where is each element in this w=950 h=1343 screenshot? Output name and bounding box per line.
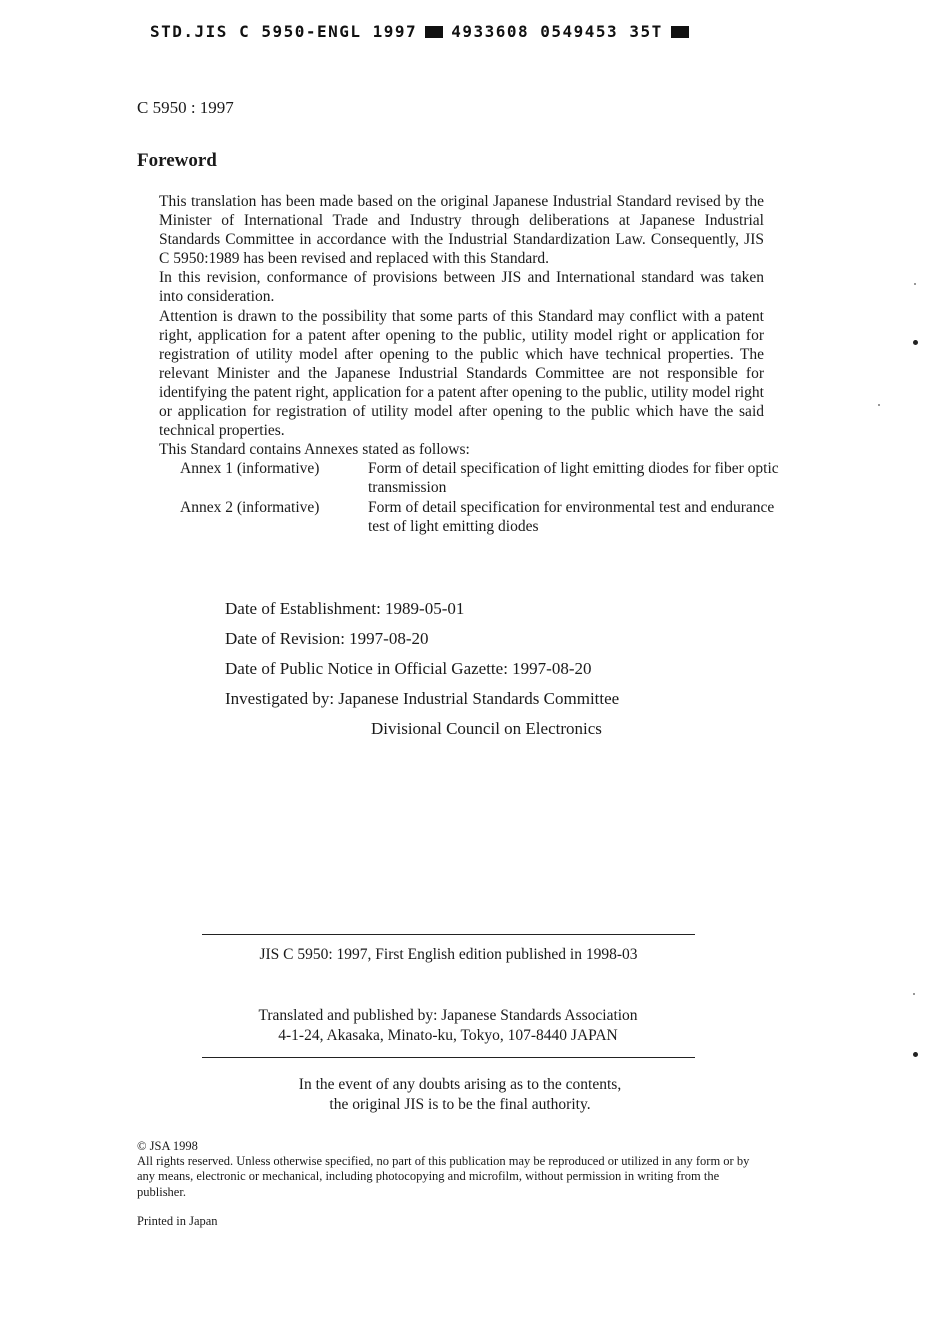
annex-item	[180, 459, 780, 497]
scan-dot	[913, 340, 918, 345]
foreword-paragraph: This Standard contains Annexes stated as follows:	[159, 441, 470, 459]
foreword-title: Foreword	[137, 150, 217, 171]
foreword-paragraph: This translation has been made based on the original Japanese Industrial Standard revised by the Minister of International Trade and Industry through deliberations at Japanese Industrial Standards Committee in accordance with the Industrial Standardization Law. Consequently, JIS C 5950:1989 has been revised and replaced with this Standard.	[159, 193, 764, 268]
investigated-by: Investigated by: Japanese Industrial Standards Committee	[225, 689, 620, 708]
document-number: C 5950 : 1997	[137, 98, 234, 117]
authority-line: the original JIS is to be the final authority.	[329, 1095, 591, 1113]
printed-in: Printed in Japan	[137, 1214, 218, 1228]
copyright-text: All rights reserved. Unless otherwise specified, no part of this publication may be reproduced or utilized in any form or by any means, electronic or mechanical, including photocopying and microfilm, without permission in writing from the publisher.	[137, 1154, 750, 1199]
date-of-public-notice: Date of Public Notice in Official Gazette: 1997-08-20	[225, 659, 592, 678]
foreword-paragraph: In this revision, conformance of provisions between JIS and International standard was taken into consideration.	[159, 269, 764, 306]
foreword-paragraph: Attention is drawn to the possibility that some parts of this Standard may conflict with a patent right, application for a patent after opening to the public, utility model right or application for registration of utility model after opening to the public which have technical properties. The relevant Minister and the Japanese Industrial Standards Committee are not responsible for identifying the patent right, application for a patent after opening to the public, utility model right or application for registration of utility model after opening to the public which have the said technical properties.	[159, 307, 764, 440]
divider-line	[202, 1057, 695, 1058]
annex-label: Annex 2 (informative)	[180, 498, 320, 516]
divider-line	[202, 934, 695, 935]
scan-speck	[913, 993, 915, 995]
dates-block	[225, 594, 619, 744]
edition-statement: JIS C 5950: 1997, First English edition published in 1998-03	[259, 946, 638, 963]
divisional-council: Divisional Council on Electronics	[371, 719, 602, 738]
annex-description: Form of detail specification of light emitting diodes for fiber optic transmission	[368, 460, 779, 497]
scan-speck	[914, 283, 916, 285]
black-block-mark	[425, 26, 443, 38]
publisher-line: Translated and published by: Japanese Standards Association	[258, 1007, 638, 1024]
annex-label: Annex 1 (informative)	[180, 460, 320, 478]
publisher-address: 4-1-24, Akasaka, Minato-ku, Tokyo, 107-8440 JAPAN	[278, 1027, 618, 1044]
scan-speck	[878, 404, 880, 406]
foreword-body	[159, 192, 779, 536]
header-code-part1: STD.JIS C 5950-ENGL 1997	[150, 22, 418, 41]
annex-item	[180, 498, 780, 536]
copyright-block	[137, 1139, 767, 1200]
date-of-establishment: Date of Establishment: 1989-05-01	[225, 599, 465, 618]
date-of-revision: Date of Revision: 1997-08-20	[225, 629, 429, 648]
authority-notice	[202, 1075, 718, 1114]
authority-line: In the event of any doubts arising as to the contents,	[298, 1076, 622, 1093]
annex-description: Form of detail specification for environmental test and endurance test of light emitting diodes	[368, 498, 775, 535]
scan-dot	[913, 1052, 918, 1057]
copyright-symbol-line: © JSA 1998	[137, 1139, 198, 1153]
header-code-part2: 4933608 0549453 35T	[451, 22, 663, 41]
black-block-mark	[671, 26, 689, 38]
document-header-code	[150, 22, 697, 41]
publisher-block	[190, 1006, 706, 1046]
